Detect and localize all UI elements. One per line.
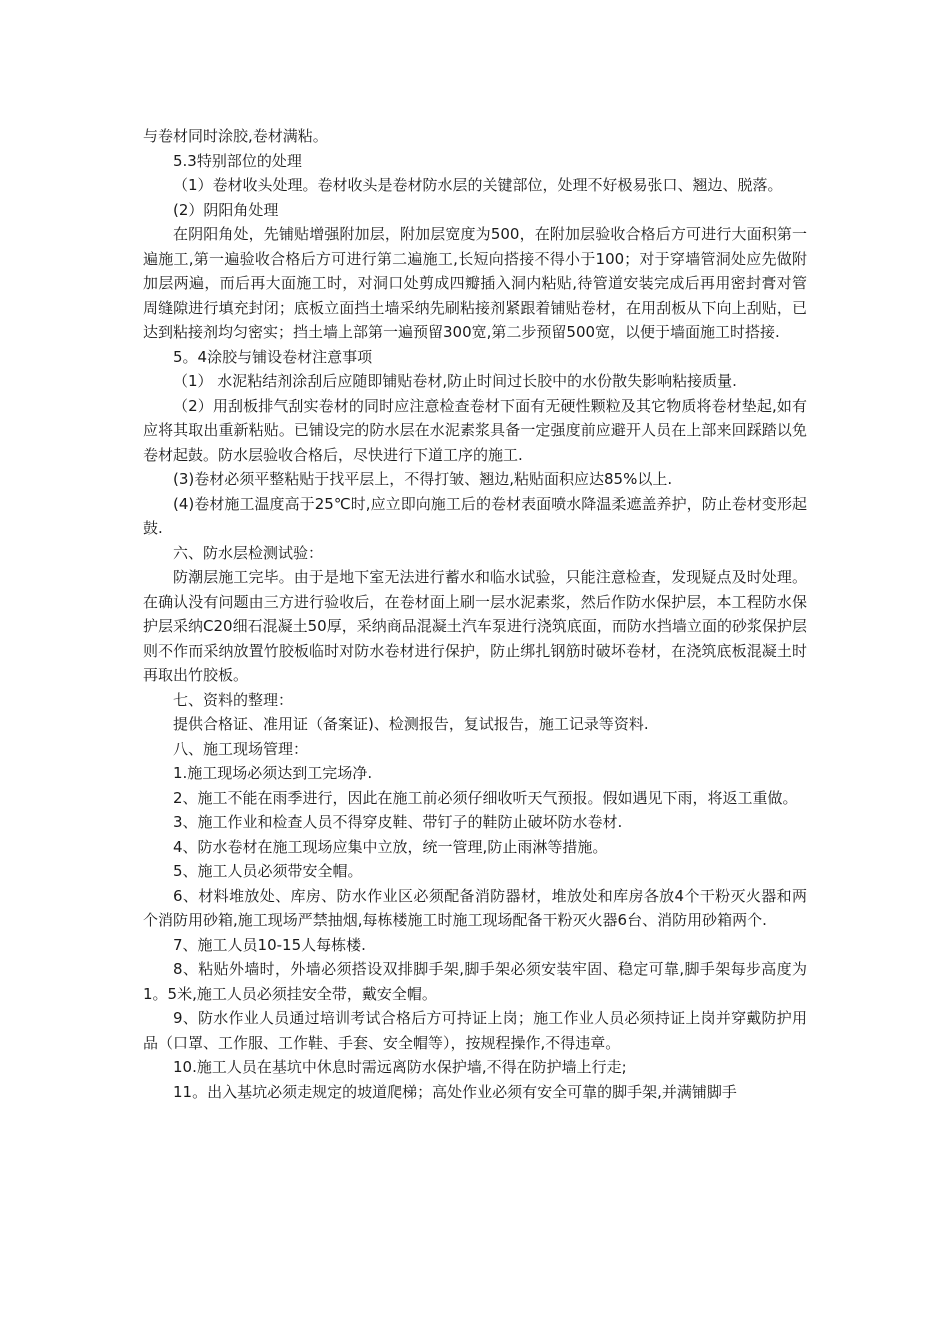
paragraph: 提供合格证、准用证（备案证)、检测报告，复试报告，施工记录等资料.: [173, 715, 649, 733]
subsection-heading: (2）阴阳角处理: [173, 200, 279, 219]
list-item: 11。出入基坑必须走规定的坡道爬梯；高处作业必须有安全可靠的脚手架,并满铺脚手: [173, 1082, 737, 1101]
paragraph: （1）卷材收头处理。卷材收头是卷材防水层的关键部位，处理不好极易张口、翘边、脱落。: [173, 176, 783, 194]
list-item: 9、防水作业人员通过培训考试合格后方可持证上岗；施工作业人员必须持证上岗并穿戴防护用品（口罩、工作服、工作鞋、手套、安全帽等），按规程操作,不得违章。: [143, 1009, 807, 1052]
section-heading: 六、防水层检测试验：: [173, 543, 324, 562]
paragraph: (4)卷材施工温度高于25℃时,应立即向施工后的卷材表面喷水降温柔遮盖养护，防止卷材变形起鼓.: [143, 494, 807, 537]
paragraph: 在阴阳角处，先铺贴增强附加层，附加层宽度为500，在附加层验收合格后方可进行大面积第一遍施工,第一遍验收合格后方可进行第二遍施工,长短向搭接不得小于100；对于穿墙管洞处应先做附加层两遍，而后再大面施工时，对洞口处剪成四瓣插入洞内粘贴,待管道安装完成后再用密封膏对管周缝隙进行填充封闭；底板立面挡土墙采纳先刷粘接剂紧跟着铺贴卷材，在用刮板从下向上刮贴，已达到粘接剂均匀密实；挡土墙上部第一遍预留300宽,第二步预留500宽，以便于墙面施工时搭接.: [143, 225, 807, 341]
paragraph: (3)卷材必须平整粘贴于找平层上，不得打皱、翘边,粘贴面积应达85%以上.: [173, 470, 673, 488]
section-heading: 八、施工现场管理：: [173, 739, 309, 758]
paragraph: 防潮层施工完毕。由于是地下室无法进行蓄水和临水试验，只能注意检查，发现疑点及时处理。在确认没有问题由三方进行验收后，在卷材面上刷一层水泥素浆，然后作防水保护层，本工程防水保护层采纳C20细石混凝土50厚，采纳商品混凝土汽车泵进行浇筑底面，而防水挡墙立面的砂浆保护层则不作而采纳放置竹胶板临时对防水卷材进行保护，防止绑扎钢筋时破坏卷材，在浇筑底板混凝土时再取出竹胶板。: [143, 568, 807, 684]
paragraph: （1） 水泥粘结剂涂刮后应随即铺贴卷材,防止时间过长胶中的水份散失影响粘接质量.: [173, 372, 737, 390]
section-heading: 5.3特别部位的处理: [173, 151, 302, 170]
document-page: [143, 124, 807, 1104]
section-heading: 5。4涂胶与铺设卷材注意事项: [173, 347, 373, 366]
list-item: 4、防水卷材在施工现场应集中立放，统一管理,防止雨淋等措施。: [173, 837, 608, 856]
list-item: 6、材料堆放处、库房、防水作业区必须配备消防器材，堆放处和库房各放4个干粉灭火器和两个消防用砂箱,施工现场严禁抽烟,每栋楼施工时施工现场配备干粉灭火器6台、消防用砂箱两个.: [143, 886, 807, 929]
list-item: 7、施工人员10-15人每栋楼.: [173, 935, 366, 954]
section-heading: 七、资料的整理：: [173, 690, 294, 709]
list-item: 8、粘贴外墙时，外墙必须搭设双排脚手架,脚手架必须安装牢固、稳定可靠,脚手架每步高度为1。5米,施工人员必须挂安全带，戴安全帽。: [143, 960, 807, 1003]
paragraph: 与卷材同时涂胶,卷材满粘。: [143, 127, 328, 145]
paragraph: （2）用刮板排气刮实卷材的同时应注意检查卷材下面有无硬性颗粒及其它物质将卷材垫起,如有应将其取出重新粘贴。已铺设完的防水层在水泥素浆具备一定强度前应避开人员在上部来回踩踏以免卷材起鼓。防水层验收合格后，尽快进行下道工序的施工.: [143, 396, 807, 464]
list-item: 2、施工不能在雨季进行，因此在施工前必须仔细收听天气预报。假如遇见下雨，将返工重做。: [173, 788, 798, 807]
list-item: 10.施工人员在基坑中休息时需远离防水保护墙,不得在防护墙上行走;: [173, 1058, 627, 1076]
list-item: 1.施工现场必须达到工完场净.: [173, 764, 373, 782]
list-item: 3、施工作业和检查人员不得穿皮鞋、带钉子的鞋防止破坏防水卷材.: [173, 813, 623, 831]
list-item: 5、施工人员必须带安全帽。: [173, 862, 363, 880]
